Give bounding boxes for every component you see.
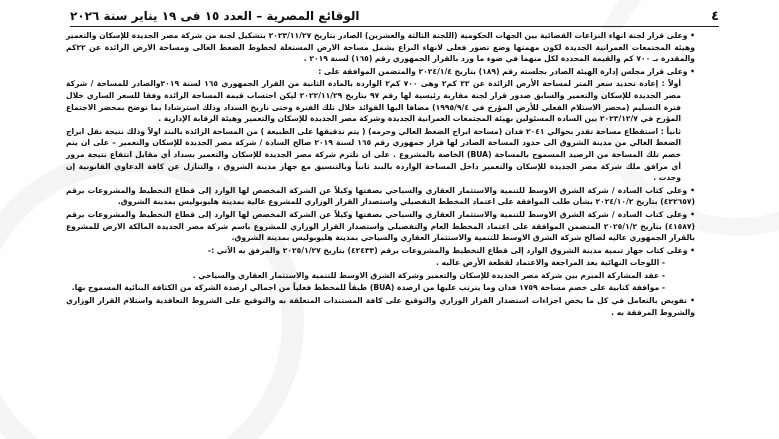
paragraph-authorization: • تفويض بالتعامل في كل ما يخص اجراءات استصدار القرار الوزاري والتوقيع على كافة المستندات المتعلقة به والتوقيع على الشروط التعاقدية واستلام القرار الوزاري والشروط المرفقة به .	[66, 295, 695, 318]
paragraph-first-item: أولاً : إعادة تحديد سعر المتر لمساحة الأرض الزائدة عن ٢٢ كم٢ وهى ٧٠٠ كم٢ الواردة بالمادة الثانية من القرار الجمهوري ١٦٥ لسنة ٢٠١٩والصادر للمساحة / شركة مصر الجديدة للإسكان والتعمير والسابق صدور قرار لجنة مقاربة رئيسية لها رقم ٩٧ بتاريخ ٢٠٢٢/١١/٢٩ ليكن احتساب قيمة المساحة الزائدة وفقا للسعر الساري خلال فترة التسليم (محضر الاستلام الفعلي للأرض المؤرخ في ١٩٩٥/٩/٤) مضافا اليها الفوائد خلال تلك الفترة وحتى تاريخ السداد وذلك استرشادا بما توضح بمحضر الاجتماع المؤرخ في ٢٠٢٣/١٢/٧ بين السادة المسئولين بهيئة المجتمعات العمرانية الجديدة وشركة مصر الجديدة للإسكان والتعمير وهيئة الرقابة الإدارية .	[66, 79, 682, 124]
document-body	[66, 30, 695, 435]
page-number: ٤	[711, 8, 719, 24]
paragraph-letter-two: • وعلى كتاب السادة / شركة الشرق الاوسط للتنمية والاستثمار العقاري والسياحي بصفتها وكيلاً عن الشركة المخصص لها الوارد إلى قطاع التخطيط والمشروعات برقم (٤١٥٨٧) بتاريخ ٢٠٢٥/١/٢ المتضمن الموافقة على اعتماد المخطط العام والتفصيلي واستصدار القرار الوزاري للمشروع باسم شركة مصر الجديدة المالكة الارض للمشروع بالقرار الجمهوري عاليه لصالح شركة الشرق الاوسط للتنمية والاستثمار العقاري والسياحي بمدينة هليوبوليس بمدينة الشروق.	[66, 209, 695, 244]
list-item-partnership-contract: - عقد المشاركة المبرم بين شركة مصر الجديدة للإسكان والتعمير وشركة الشرق الاوسط للتنمية والاستثمار العقاري والسياحي .	[192, 270, 665, 280]
paragraph-letter-one: • وعلى كتاب السادة / شركة الشرق الاوسط للتنمية والاستثمار العقاري والسياحي بصفتها وكيلاً عن الشركة المخصص لها الوارد إلى قطاع التخطيط والمشروعات برقم (٤٢٢٦٥٧) بتاريخ ٢٠٢٤/١٠/٢ بشأن طلب الموافقة على اعتماد المخطط التفصيلي واستصدار القرار الوزاري للمشروع عالية بمدينة هليوبوليس بمدينة الشروق.	[66, 185, 695, 208]
page-header	[70, 6, 719, 27]
paragraph-city-agency-letter: • وعلى كتاب جهاز تنمية مدينة الشروق الوارد إلى قطاع التخطيط والمشروعات برقم (٤٢٤٣٣) بتاريخ ٢٠٢٥/١/٢٧ والمرفق به الآتي :-	[66, 245, 695, 257]
list-item-written-approval: - موافقة كتابية على خصم مساحة ١٧٥٩ فدان وما يترتب عليها من ارصدة (BUA) طبقاً للمخطط فعلياً من اجمالي ارصدة الشركة من الكثافة البنائية المسموح بها.	[71, 283, 665, 293]
paragraph-second-item: ثانياً : استقطاع مساحة تقدر بحوالي ٢٠٤١ فدان (مساحة ابراج الضغط العالي وحرمه) ( يتم تدقيقها على الطبيعة ) من المساحة الزائدة بالبند اولاً وذلك نتيجة نقل ابراج الضغط العالي من مدينة الشروق الى حدود المساحة الصادر لها قرار جمهوري رقم ١٦٥ لسنة ٢٠١٩ صالح السادة / شركة مصر الجديدة للإسكان والتعمير – على ان يتم خصم تلك المساحة من الرصيد المسموح بالمساحة (BUA) الخاصة بالمشروع . على ان تلتزم شركة مصر الجديدة للإسكان والتعمير بسداد أي مقابل انتفاع نتيجة مرور أي مرافق ملك شركة مصر الجديدة للإسكان والتعمير داخل المساحة الواردة بالبند ثانياً وبالتنسيق مع جهاز مدينة الشروق ، والتنازل عن كافة الدعاوي القانونية إن وجدت .	[66, 126, 681, 183]
paragraph-committee-decision: • وعلى قرار لجنة انهاء النزاعات القضائية بين الجهات الحكومية (اللجنة الثالثة والعشرين) الصادر بتاريخ ٢٠٢٣/١١/٢٧ بتشكيل لجنة من شركة مصر الجديدة للإسكان والتعمير وهيئة المجتمعات العمرانية الجديدة لكون مهمتها وضع تصور فعلى لانهاء النزاع يشمل مساحة الارض المستغلة لخطوط الضغط العالى ومساحة الارض الزائدة عن ٢٢كم والمقدرة بـ ٧٠٠ كم والقيمة المحددة لكل منهما في ضوء ما ورد بالقرار الجمهوري رقم (١٦٥) لسنة ٢٠١٩ .	[66, 30, 695, 65]
gazette-title: الوقائع المصرية – العدد ١٥ فى ١٩ يناير سنة ٢٠٢٦	[70, 9, 360, 23]
paragraph-board-decision: • وعلى قرار مجلس إدارة الهيئة الصادر بجلسته رقم (١٨٩) بتاريخ ٢٠٢٤/١/٤ والمتضمن الموافقة على :	[66, 66, 695, 78]
list-item-final-drawings: - اللوحات النهائية بعد المراجعة والاعتماد لقطعة الأرض عاليه .	[436, 258, 665, 268]
